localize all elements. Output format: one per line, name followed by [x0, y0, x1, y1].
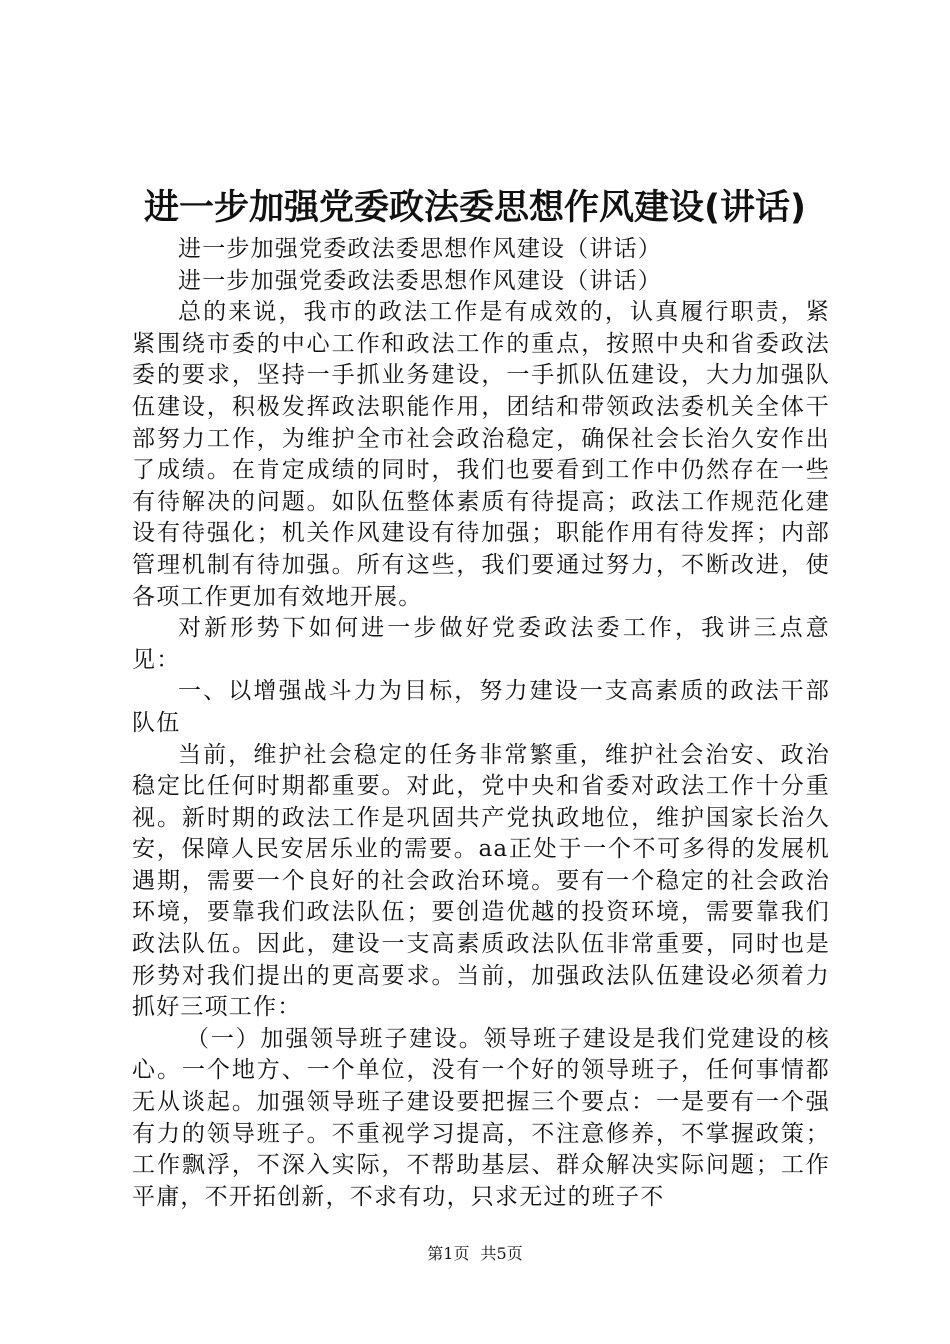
document-title: 进一步加强党委政法委思想作风建设(讲话) — [144, 188, 806, 228]
body-paragraph: （一）加强领导班子建设。领导班子建设是我们党建设的核心。一个地方、一个单位，没有一个好的领导班子，任何事情都无从谈起。加强领导班子建设要把握三个要点：一是要有一个强有力的领导班子。不重视学习提高，不注意修养，不掌握政策；工作飘浮，不深入实际，不帮助基层、群众解决实际问题；工作平庸，不开拓创新，不求有功，只求无过的班子不 — [132, 1025, 830, 1210]
body-paragraph: 当前，维护社会稳定的任务非常繁重，维护社会治安、政治稳定比任何时期都重要。对此，党中央和省委对政法工作十分重视。新时期的政法工作是巩固共产党执政地位，维护国家长治久安，保障人民安居乐业的需要。aa正处于一个不可多得的发展机遇期，需要一个良好的社会政治环境。要有一个稳定的社会政治环境，要靠我们政法队伍；要创造优越的投资环境，需要靠我们政法队伍。因此，建设一支高素质政法队伍非常重要，同时也是形势对我们提出的更高要求。当前，加强政法队伍建设必须着力抓好三项工作： — [132, 741, 830, 1021]
document-body — [132, 234, 830, 1213]
body-paragraph: 对新形势下如何进一步做好党委政法委工作，我讲三点意见： — [132, 615, 830, 673]
section-heading: 一、以增强战斗力为目标，努力建设一支高素质的政法干部队伍 — [132, 678, 830, 736]
subtitle-line: 进一步加强党委政法委思想作风建设（讲话） — [178, 267, 662, 294]
page-footer — [0, 1243, 950, 1265]
page-total: 共5页 — [480, 1244, 523, 1263]
page-number: 第1页 — [427, 1244, 470, 1263]
body-paragraph: 总的来说，我市的政法工作是有成效的，认真履行职责，紧紧围绕市委的中心工作和政法工作的重点，按照中央和省委政法委的要求，坚持一手抓业务建设，一手抓队伍建设，大力加强队伍建设，积极发挥政法职能作用，团结和带领政法委机关全体干部努力工作，为维护全市社会政治稳定，确保社会长治久安作出了成绩。在肯定成绩的同时，我们也要看到工作中仍然存在一些有待解决的问题。如队伍整体素质有待提高；政法工作规范化建设有待强化；机关作风建设有待加强；职能作用有待发挥；内部管理机制有待加强。所有这些，我们要通过努力，不断改进，使各项工作更加有效地开展。 — [132, 299, 830, 610]
subtitle-line: 进一步加强党委政法委思想作风建设（讲话） — [178, 236, 662, 262]
